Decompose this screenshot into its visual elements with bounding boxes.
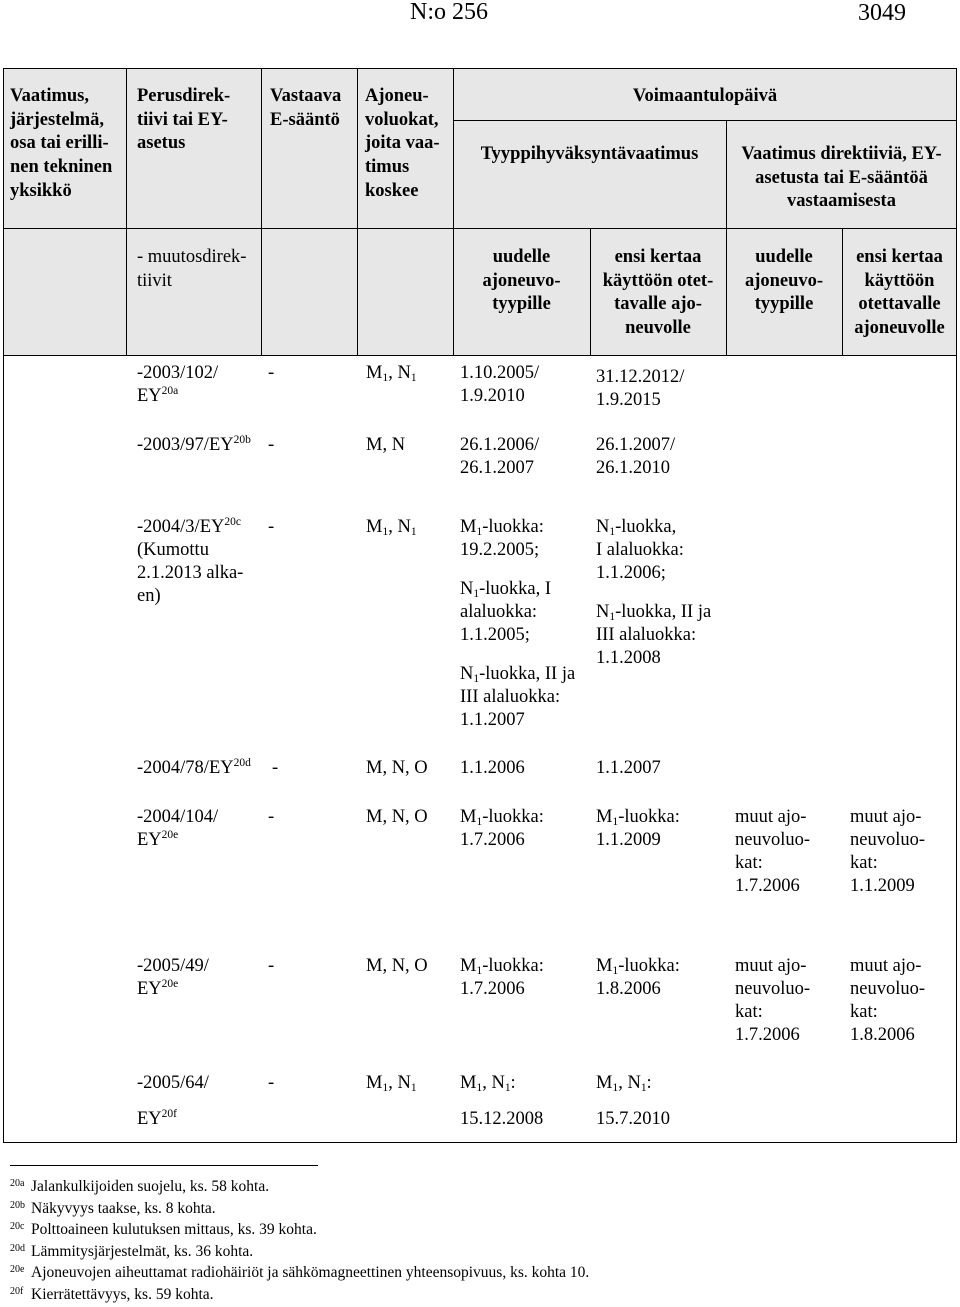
- header-type-approval-new-type: uudelle ajoneuvo- tyypille: [482, 247, 561, 315]
- footnote-reference: 20b: [233, 434, 251, 447]
- cell-paragraph: -2004/104/ $EY^{20e}$: [137, 807, 219, 850]
- header-column-line: [357, 68, 358, 228]
- header-amending-directives: - muutosdirek- tiivit: [137, 247, 247, 291]
- subscript-index: 1: [504, 1082, 511, 1095]
- header-column-line: [261, 68, 262, 228]
- table-row: [0, 806, 957, 900]
- header-row-divider: [3, 228, 957, 229]
- header-conformity-first-use: ensi kertaa käyttöön otettavalle ajoneuvolle: [854, 247, 945, 339]
- footnote-mark: 20e: [10, 1264, 25, 1276]
- footnote-reference: 20d: [233, 757, 251, 770]
- cell-regulation: -: [268, 435, 275, 455]
- cell-directive: [137, 757, 251, 780]
- cell-type-approval-new: 1.1.2006: [460, 758, 525, 778]
- cell-directive: [137, 516, 243, 608]
- footnote-mark: 20c: [10, 1221, 25, 1233]
- footnote-reference: 20a: [161, 385, 179, 398]
- cell-paragraph: -2005/64/ $EY^{20f}$: [137, 1073, 209, 1129]
- subscript-index: 1: [612, 965, 619, 978]
- footnote-reference: 20c: [224, 516, 241, 529]
- cell-categories: M, N: [366, 435, 406, 455]
- footnote: [10, 1263, 910, 1285]
- header-body-divider: [3, 355, 957, 356]
- subscript-index: 1: [473, 588, 480, 601]
- cell-regulation: -: [268, 1073, 275, 1093]
- cell-paragraph: $M_1$, $N_1$: 15.12.2008: [460, 1073, 544, 1129]
- footnote-text: Jalankulkijoiden suojelu, ks. 58 kohta.: [31, 1178, 270, 1195]
- subscript-index: 1: [382, 526, 389, 539]
- cell-type-approval-first: [596, 1065, 670, 1137]
- cell-paragraph: $M_1$, $N_1$: [366, 517, 417, 539]
- cell-categories: M, N, O: [366, 956, 428, 976]
- header-vehicle-categories: Ajoneu- voluokat, joita vaa- timus koskee: [365, 86, 440, 201]
- cell-paragraph: $M_1$, $N_1$: 15.7.2010: [596, 1073, 670, 1129]
- subheader-column-line: [357, 228, 358, 355]
- footnote-text: Näkyvyys taakse, ks. 8 kohta.: [31, 1199, 216, 1217]
- cell-paragraph: $N_1$-luokka, II ja III alaluokka: 1.1.2008: [596, 602, 712, 668]
- cell-categories: [366, 1065, 417, 1101]
- header-requirement: Vaatimus, järjestelmä, osa tai erilli- nen tekninen yksikkö: [10, 86, 113, 201]
- footnote: [10, 1220, 910, 1242]
- header-conformity-new-type: uudelle ajoneuvo- tyypille: [744, 247, 824, 315]
- footnote-separator: [10, 1165, 318, 1166]
- cell-type-approval-first: 26.1.2007/ 26.1.2010: [596, 435, 676, 478]
- table-row: [0, 757, 957, 781]
- cell-paragraph: $-2003/97/EY^{20b}$: [137, 434, 251, 455]
- header-equivalent-regulation: Vastaava E-sääntö: [270, 86, 342, 130]
- cell-type-approval-first: [596, 516, 711, 670]
- table-row: [0, 362, 957, 410]
- statute-number: N:o 256: [410, 0, 488, 25]
- footnote-text: Lämmitysjärjestelmät, ks. 36 kohta.: [31, 1242, 254, 1260]
- table-row: [0, 1065, 957, 1137]
- footnote: [10, 1242, 910, 1264]
- cell-type-approval-first: [596, 955, 680, 1001]
- header-type-approval-first-use: ensi kertaa käyttöön otet- tavalle ajo- neuvolle: [602, 247, 714, 339]
- cell-directive: [137, 434, 251, 457]
- subscript-index: 1: [473, 673, 480, 686]
- footnote-reference: 20f: [161, 1108, 177, 1121]
- header-conformity: Vaatimus direktiiviä, EY- asetusta tai E-sääntöä vastaamisesta: [741, 144, 942, 212]
- cell-conformity-new: muut ajo- neuvoluo- kat: 1.7.2006: [735, 807, 811, 896]
- cell-paragraph: $N_1$-luokka, I alaluokka: 1.1.2006;: [596, 517, 684, 583]
- footnotes: [10, 1177, 910, 1307]
- footnote-text: Kierrätettävyys, ks. 59 kohta.: [31, 1285, 214, 1303]
- cell-type-approval-first: 1.1.2007: [596, 758, 661, 778]
- footnote-mark: 20d: [10, 1242, 25, 1254]
- cell-categories: [366, 516, 417, 539]
- cell-paragraph: $M_1$-luokka: 1.1.2009: [596, 807, 680, 850]
- subscript-index: 1: [476, 1082, 483, 1095]
- footnote-reference: 20e: [161, 978, 179, 991]
- subscript-index: 1: [382, 372, 389, 385]
- footnote-reference: 20e: [161, 829, 179, 842]
- header-column-line: [126, 68, 127, 228]
- subscript-index: 1: [476, 965, 483, 978]
- table-row: [0, 434, 957, 482]
- cell-paragraph: -2005/49/ $EY^{20e}$: [137, 956, 209, 999]
- cell-conformity-first: muut ajo- neuvoluo- kat: 1.1.2009: [850, 807, 926, 896]
- cell-paragraph: $-2004/3/EY^{20c}$ (Kumottu 2.1.2013 alka- en): [137, 516, 244, 606]
- cell-directive: [137, 955, 209, 1001]
- cell-directive: [137, 362, 218, 408]
- footnote-mark: 20a: [10, 1178, 25, 1189]
- cell-paragraph: $M_1$-luokka: 1.7.2006: [460, 956, 544, 999]
- cell-directive: [137, 1065, 209, 1137]
- cell-paragraph: $N_1$-luokka, II ja III alaluokka: 1.1.2007: [460, 664, 576, 730]
- cell-regulation: -: [268, 363, 275, 383]
- cell-regulation: -: [268, 956, 275, 976]
- cell-paragraph: $M_1$, $N_1$: [366, 1073, 417, 1095]
- footnote: [10, 1199, 910, 1221]
- subscript-index: 1: [609, 526, 616, 539]
- cell-type-approval-first: 31.12.2012/ 1.9.2015: [596, 367, 685, 410]
- subscript-index: 1: [640, 1082, 647, 1095]
- cell-type-approval-new: [460, 955, 544, 1001]
- subscript-index: 1: [612, 1082, 619, 1095]
- subscript-index: 1: [476, 526, 483, 539]
- cell-paragraph: $-2004/78/EY^{20d}$: [137, 757, 251, 778]
- cell-type-approval-new: 26.1.2006/ 26.1.2007: [460, 435, 540, 478]
- entry-into-force-divider: [453, 120, 957, 121]
- page-number: 3049: [858, 0, 906, 26]
- cell-paragraph: -2003/102/ $EY^{20a}$: [137, 363, 219, 406]
- subscript-index: 1: [476, 816, 483, 829]
- cell-type-approval-new: [460, 516, 575, 732]
- header-base-directive: Perusdirek- tiivi tai EY- asetus: [137, 86, 231, 154]
- footnote-text: Ajoneuvojen aiheuttamat radiohäiriöt ja sähkömagneettinen yhteensopivuus, ks. kohta 10.: [31, 1264, 590, 1282]
- cell-paragraph: $M_1$-luokka: 1.7.2006: [460, 807, 544, 850]
- subscript-index: 1: [410, 372, 417, 385]
- cell-type-approval-first: [596, 806, 680, 852]
- cell-paragraph: $M_1$-luokka: 19.2.2005;: [460, 517, 544, 560]
- subscript-index: 1: [410, 526, 417, 539]
- cell-conformity-new: muut ajo- neuvoluo- kat: 1.7.2006: [735, 956, 811, 1045]
- footnote-mark: 20f: [10, 1285, 24, 1297]
- subscript-index: 1: [382, 1082, 389, 1095]
- cell-type-approval-new: [460, 1065, 543, 1137]
- cell-categories: M, N, O: [366, 758, 428, 778]
- header-entry-into-force: Voimaantulopäivä: [632, 86, 778, 106]
- cell-type-approval-new: [460, 806, 544, 852]
- cell-type-approval-new: 1.10.2005/ 1.9.2010: [460, 363, 540, 406]
- subheader-column-line: [261, 228, 262, 355]
- subscript-index: 1: [609, 611, 616, 624]
- subheader-column-line: [126, 228, 127, 355]
- cell-regulation: -: [272, 758, 279, 778]
- cell-paragraph: $M_1$, $N_1$: [366, 363, 417, 385]
- subscript-index: 1: [410, 1082, 417, 1095]
- cell-categories: [366, 362, 417, 385]
- footnote-text: Polttoaineen kulutuksen mittaus, ks. 39 kohta.: [31, 1221, 317, 1239]
- subscript-index: 1: [612, 816, 619, 829]
- cell-regulation: -: [268, 807, 275, 827]
- table-row: [0, 516, 957, 732]
- cell-regulation: -: [268, 517, 275, 537]
- cell-categories: M, N, O: [366, 807, 428, 827]
- cell-paragraph: $N_1$-luokka, I alaluokka: 1.1.2005;: [460, 579, 552, 645]
- footnote-mark: 20b: [10, 1199, 25, 1211]
- cell-directive: [137, 806, 218, 852]
- table-row: [0, 955, 957, 1049]
- cell-conformity-first: muut ajo- neuvoluo- kat: 1.8.2006: [850, 956, 926, 1045]
- header-type-approval: Tyyppihyväksyntävaatimus: [480, 144, 699, 164]
- cell-paragraph: $M_1$-luokka: 1.8.2006: [596, 956, 680, 999]
- footnote: [10, 1285, 910, 1307]
- footnote: [10, 1177, 910, 1199]
